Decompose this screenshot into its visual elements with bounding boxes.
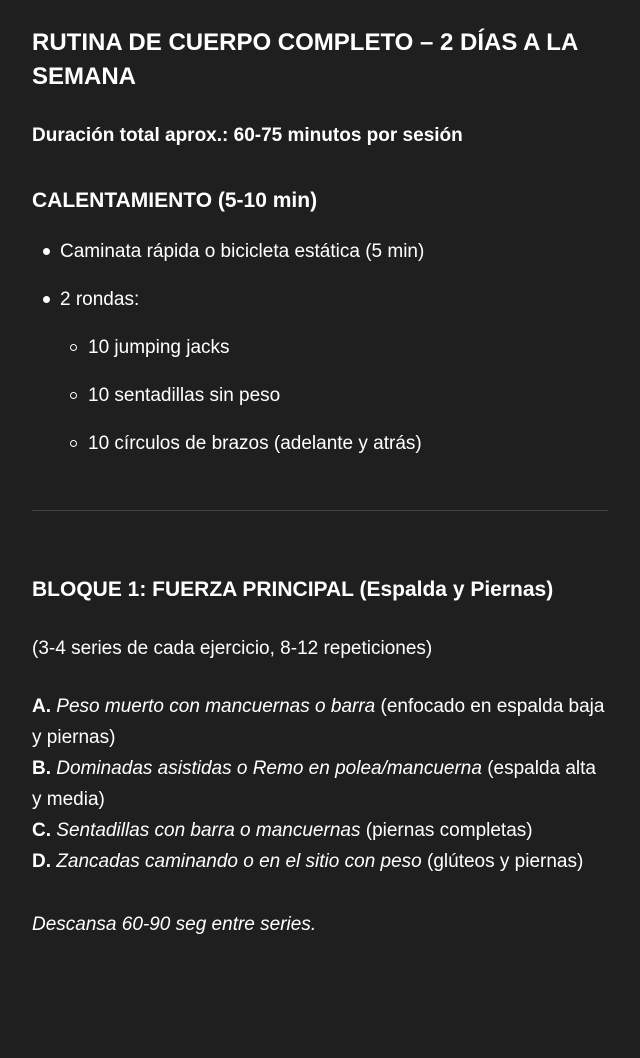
exercise-list	[32, 691, 608, 877]
list-item	[32, 286, 608, 458]
rest-instruction: Descansa 60-90 seg entre series.	[32, 914, 317, 935]
session-duration: Duración total aprox.: 60-75 minutos por sesión	[32, 125, 463, 146]
warmup-sublist	[60, 334, 608, 458]
list-item: Caminata rápida o bicicleta estática (5 min)	[32, 238, 608, 266]
exercise-note: (enfocado en espalda baja y piernas)	[32, 696, 605, 748]
exercise-item	[32, 846, 608, 877]
sub-list-item: 10 jumping jacks	[60, 334, 608, 362]
exercise-item	[32, 815, 608, 846]
exercise-letter: C.	[32, 820, 51, 841]
exercise-note: (espalda alta y media)	[32, 758, 596, 810]
sub-list-item: 10 círculos de brazos (adelante y atrás)	[60, 430, 608, 458]
exercise-name: Peso muerto con mancuernas o barra	[56, 696, 376, 717]
block1-heading: BLOQUE 1: FUERZA PRINCIPAL (Espalda y Piernas)	[32, 578, 554, 601]
list-item-label: 2 rondas:	[60, 289, 140, 310]
exercise-letter: A.	[32, 696, 51, 717]
exercise-note: (piernas completas)	[365, 820, 533, 841]
sub-list-item: 10 sentadillas sin peso	[60, 382, 608, 410]
exercise-name: Dominadas asistidas o Remo en polea/mancuerna	[56, 758, 482, 779]
exercise-letter: B.	[32, 758, 51, 779]
section-divider	[32, 510, 608, 511]
exercise-item	[32, 691, 608, 753]
exercise-note: (glúteos y piernas)	[427, 851, 584, 872]
exercise-name: Sentadillas con barra o mancuernas	[56, 820, 361, 841]
exercise-item	[32, 753, 608, 815]
exercise-name: Zancadas caminando o en el sitio con peso	[56, 851, 422, 872]
warmup-list	[32, 238, 608, 458]
block1-series-info: (3-4 series de cada ejercicio, 8-12 repeticiones)	[32, 638, 433, 659]
warmup-heading: CALENTAMIENTO (5-10 min)	[32, 189, 318, 212]
exercise-letter: D.	[32, 851, 51, 872]
routine-title: RUTINA DE CUERPO COMPLETO – 2 DÍAS A LA SEMANA	[32, 29, 578, 90]
